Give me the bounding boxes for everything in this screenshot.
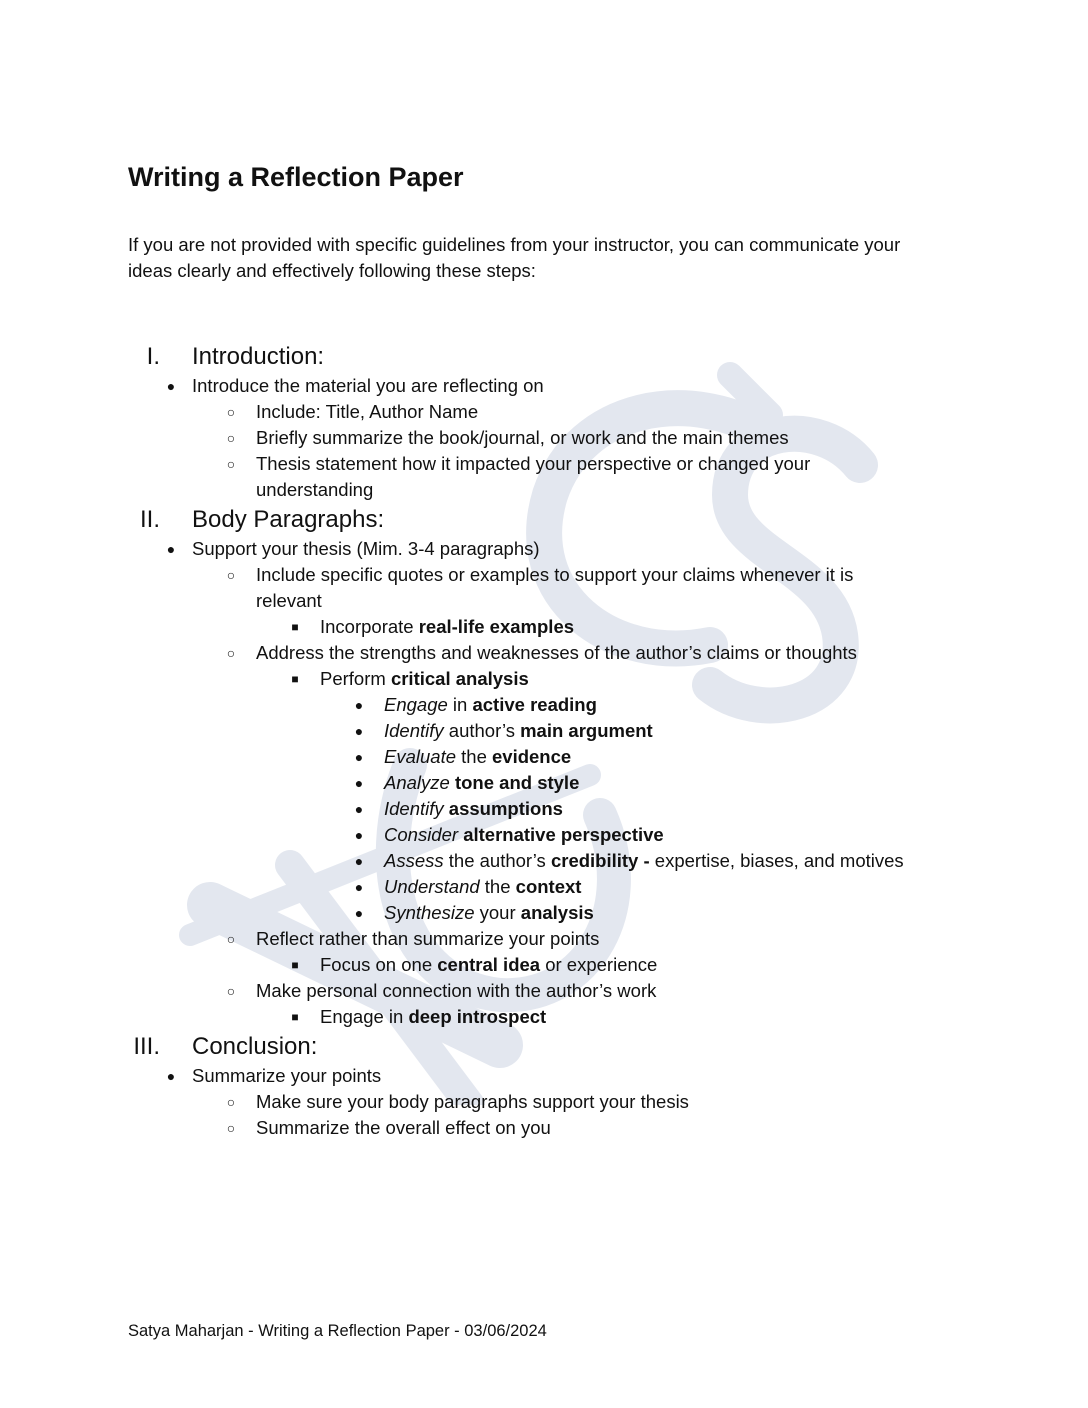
- emphasis-text: deep introspect: [408, 1006, 547, 1027]
- square-bullet-icon: ■: [291, 958, 299, 972]
- action-verb: Identify: [384, 720, 444, 741]
- analysis-steps-list: [0, 692, 1088, 926]
- emphasis-text: main argument: [520, 720, 653, 741]
- analysis-step-item: [0, 796, 1088, 822]
- list-item-continuation: [0, 588, 1088, 614]
- intro-paragraph: [128, 232, 968, 284]
- section-heading-body-paragraphs: [0, 503, 1088, 536]
- page-title: Writing a Reflection Paper: [128, 162, 464, 192]
- emphasis-text: alternative perspective: [463, 824, 664, 845]
- list-item-text: [320, 666, 529, 692]
- list-item-text: Include specific quotes or examples to support your claims whenever it is: [256, 564, 854, 585]
- list-item-text: [320, 614, 574, 640]
- action-verb: Consider: [384, 824, 459, 845]
- analysis-step-item: [0, 692, 1088, 718]
- list-item: [0, 562, 1088, 588]
- text-prefix: Focus on one: [320, 954, 438, 975]
- analysis-step-item: [0, 900, 1088, 926]
- action-verb: Synthesize: [384, 902, 475, 923]
- analysis-step-item: [0, 718, 1088, 744]
- list-item-text: relevant: [256, 590, 322, 611]
- list-item: [0, 536, 1088, 562]
- emphasis-text: real-life examples: [418, 616, 575, 637]
- bullet-icon: ●: [166, 378, 176, 394]
- list-item-text: [384, 900, 594, 926]
- list-item-text: Briefly summarize the book/journal, or work and the main themes: [256, 427, 789, 448]
- list-item: [0, 666, 1088, 692]
- list-item-text: Support your thesis (Mim. 3-4 paragraphs): [192, 538, 540, 559]
- bullet-icon: ●: [354, 827, 364, 843]
- circle-bullet-icon: ○: [226, 983, 236, 999]
- list-item-text: Summarize the overall effect on you: [256, 1117, 551, 1138]
- emphasis-text: tone and style: [454, 772, 580, 793]
- list-item: [0, 926, 1088, 952]
- roman-numeral: I.: [146, 343, 160, 370]
- list-item-text: [384, 770, 579, 796]
- bullet-icon: ●: [354, 879, 364, 895]
- bullet-icon: ●: [354, 723, 364, 739]
- analysis-step-item: [0, 848, 1088, 874]
- list-item-text: [384, 744, 571, 770]
- text-connector: in: [447, 694, 473, 715]
- action-verb: Engage: [384, 694, 448, 715]
- circle-bullet-icon: ○: [226, 430, 236, 446]
- text-connector: your: [474, 902, 521, 923]
- list-item: [0, 1004, 1088, 1030]
- circle-bullet-icon: ○: [226, 1120, 236, 1136]
- square-bullet-icon: ■: [291, 672, 299, 686]
- bullet-icon: ●: [354, 801, 364, 817]
- list-item-text: [384, 822, 664, 848]
- section-heading-text: Body Paragraphs:: [192, 506, 385, 533]
- bullet-icon: ●: [354, 697, 364, 713]
- emphasis-text: context: [515, 876, 582, 897]
- action-verb: Identify: [384, 798, 444, 819]
- list-item-text: Include: Title, Author Name: [256, 401, 479, 422]
- list-item: [0, 1063, 1088, 1089]
- intro-line: ideas clearly and effectively following these steps:: [128, 260, 536, 281]
- list-item-text: [384, 692, 597, 718]
- list-item: [0, 425, 1088, 451]
- emphasis-text: active reading: [472, 694, 597, 715]
- bullet-icon: ●: [166, 541, 176, 557]
- outline-list: [0, 340, 1088, 1141]
- circle-bullet-icon: ○: [226, 456, 236, 472]
- section-heading-text: Introduction:: [192, 343, 325, 370]
- analysis-step-item: [0, 770, 1088, 796]
- list-item-text: Make personal connection with the author’s work: [256, 980, 657, 1001]
- emphasis-text: assumptions: [448, 798, 563, 819]
- emphasis-text: analysis: [520, 902, 594, 923]
- text-connector: the: [479, 876, 516, 897]
- list-item: [0, 952, 1088, 978]
- circle-bullet-icon: ○: [226, 1094, 236, 1110]
- section-heading-introduction: [0, 340, 1088, 373]
- emphasis-text: evidence: [492, 746, 572, 767]
- action-verb: Assess: [384, 850, 444, 871]
- circle-bullet-icon: ○: [226, 404, 236, 420]
- square-bullet-icon: ■: [291, 620, 299, 634]
- list-item-text: [384, 848, 904, 874]
- list-item-text: Thesis statement how it impacted your perspective or changed your: [256, 453, 811, 474]
- square-bullet-icon: ■: [291, 1010, 299, 1024]
- list-item-text: Introduce the material you are reflecting on: [192, 375, 544, 396]
- list-item: [0, 978, 1088, 1004]
- action-verb: Evaluate: [384, 746, 456, 767]
- list-item-text: [320, 952, 657, 978]
- roman-numeral: III.: [133, 1033, 160, 1060]
- svg-text:KUCS: KUCS: [170, 345, 173, 346]
- list-item-text: Summarize your points: [192, 1065, 382, 1086]
- list-item: [0, 373, 1088, 399]
- text-prefix: Perform: [320, 668, 391, 689]
- analysis-step-item: [0, 874, 1088, 900]
- emphasis-text: credibility -: [550, 850, 650, 871]
- roman-numeral: II.: [139, 506, 160, 533]
- text-connector: author’s: [443, 720, 521, 741]
- text-prefix: Incorporate: [320, 616, 419, 637]
- emphasis-text: central idea: [437, 954, 541, 975]
- list-item: [0, 451, 1088, 477]
- action-verb: Understand: [384, 876, 480, 897]
- section-heading-conclusion: [0, 1030, 1088, 1063]
- list-item-text: understanding: [256, 479, 374, 500]
- action-verb: Analyze: [384, 772, 450, 793]
- list-item-continuation: [0, 477, 1088, 503]
- text-connector: the: [456, 746, 492, 767]
- emphasis-text: critical analysis: [390, 668, 529, 689]
- list-item-text: Reflect rather than summarize your points: [256, 928, 600, 949]
- intro-line: If you are not provided with specific guidelines from your instructor, you can communicate your: [128, 234, 901, 255]
- list-item-text: Address the strengths and weaknesses of the author’s claims or thoughts: [256, 642, 857, 663]
- section-heading-text: Conclusion:: [192, 1033, 318, 1060]
- list-item: [0, 1089, 1088, 1115]
- list-item: [0, 640, 1088, 666]
- text-connector: the author’s: [443, 850, 551, 871]
- bullet-icon: ●: [354, 905, 364, 921]
- bullet-icon: ●: [354, 775, 364, 791]
- list-item: [0, 399, 1088, 425]
- list-item-text: [384, 796, 563, 822]
- list-item-text: [384, 718, 653, 744]
- list-item: [0, 614, 1088, 640]
- list-item: [0, 1115, 1088, 1141]
- bullet-icon: ●: [354, 749, 364, 765]
- analysis-step-item: [0, 822, 1088, 848]
- text-prefix: Engage in: [320, 1006, 409, 1027]
- circle-bullet-icon: ○: [226, 567, 236, 583]
- page-footer: Satya Maharjan - Writing a Reflection Paper - 03/06/2024: [128, 1322, 547, 1340]
- bullet-icon: ●: [166, 1068, 176, 1084]
- text-suffix: expertise, biases, and motives: [649, 850, 904, 871]
- analysis-step-item: [0, 744, 1088, 770]
- list-item-text: [320, 1004, 546, 1030]
- circle-bullet-icon: ○: [226, 645, 236, 661]
- circle-bullet-icon: ○: [226, 931, 236, 947]
- bullet-icon: ●: [354, 853, 364, 869]
- list-item-text: [384, 874, 581, 900]
- text-suffix: or experience: [540, 954, 658, 975]
- list-item-text: Make sure your body paragraphs support your thesis: [256, 1091, 689, 1112]
